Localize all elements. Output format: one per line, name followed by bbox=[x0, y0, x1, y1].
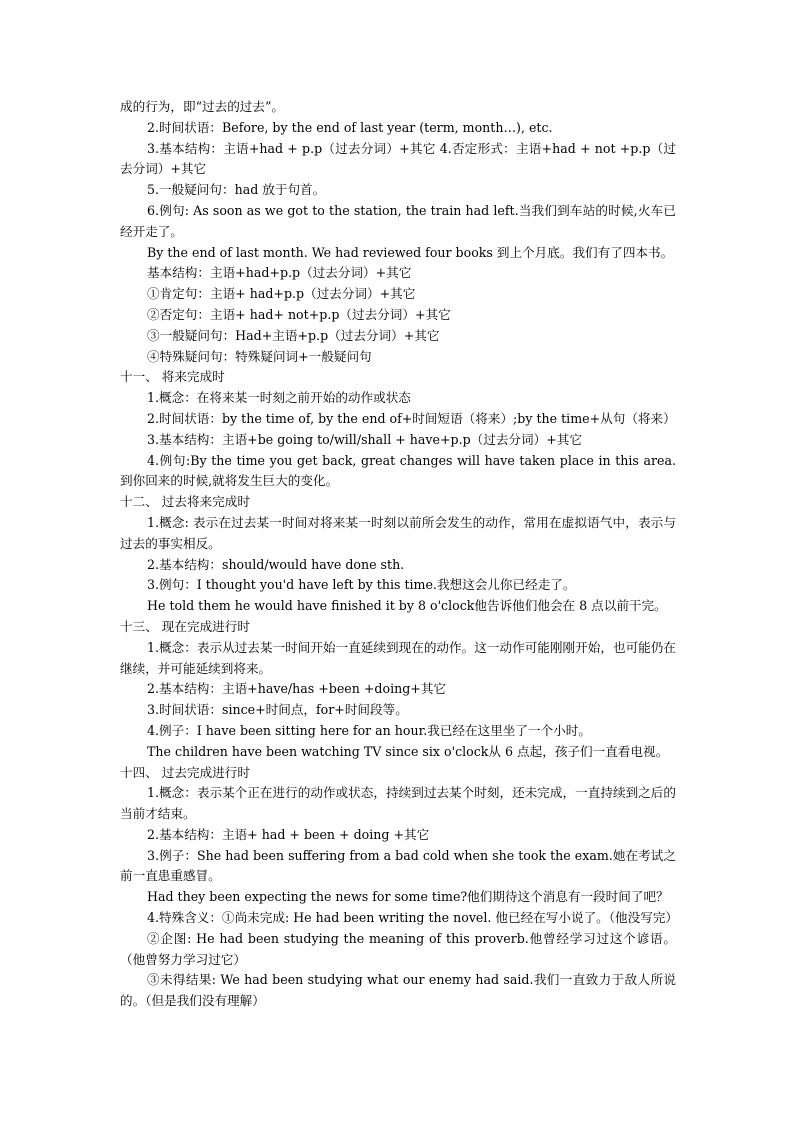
text-line: 2.基本结构：主语+ had + been + doing +其它 bbox=[147, 826, 430, 842]
document-page bbox=[120, 97, 679, 1012]
text-line: Had they been expecting the news for some time?他们期待这个消息有一段时间了吧？ bbox=[147, 889, 669, 905]
text-line: ②否定句：主语+ had+ not+p.p（过去分词）+其它 bbox=[147, 306, 451, 322]
text-line: 6.例句: As soon as we got to the station, the train had left.当我们到车站的时候,火车已经开走了。 bbox=[120, 202, 676, 239]
text-line: ④特殊疑问句：特殊疑问词+一般疑问句 bbox=[147, 348, 372, 364]
text-line: 2.时间状语：by the time of, by the end of+时间短语（将来）;by the time+从句（将来） bbox=[147, 410, 676, 426]
section-heading: 十四、 过去完成进行时 bbox=[120, 764, 250, 780]
text-line: 5.一般疑问句：had 放于句首。 bbox=[147, 182, 326, 198]
section-heading: 十一、 将来完成时 bbox=[120, 369, 225, 385]
text-line: 基本结构：主语+had+p.p（过去分词）+其它 bbox=[147, 265, 412, 281]
section-heading: 十二、 过去将来完成时 bbox=[120, 494, 250, 510]
text-line: 成的行为，即“过去的过去”。 bbox=[120, 99, 285, 114]
text-line: 4.特殊含义：①尚未完成: He had been writing the novel. 他已经在写小说了。（他没写完） bbox=[147, 910, 679, 926]
text-line: 3.例句：I thought you'd have left by this time.我想这会儿你已经走了。 bbox=[147, 577, 576, 593]
text-line: The children have been watching TV since six o'clock从 6 点起，孩子们一直看电视。 bbox=[147, 743, 669, 759]
text-line: 4.例句:By the time you get back, great changes will have taken place in this area.到你回来的时候,就将发生巨大的变化。 bbox=[120, 452, 676, 489]
text-line: By the end of last month. We had reviewed four books 到上个月底。我们有了四本书。 bbox=[147, 244, 674, 260]
text-line: ①肯定句：主语+ had+p.p（过去分词）+其它 bbox=[147, 286, 416, 302]
text-line: ③未得结果: We had been studying what our enemy had said.我们一直致力于敌人所说的。（但是我们没有理解） bbox=[120, 972, 676, 1009]
text-line: 1.概念：在将来某一时刻之前开始的动作或状态 bbox=[147, 390, 411, 406]
text-line: 3.时间状语：since+时间点，for+时间段等。 bbox=[147, 702, 408, 718]
text-line: ②企图: He had been studying the meaning of this proverb.他曾经学习过这个谚语。（他曾努力学习过它） bbox=[120, 930, 676, 967]
text-line: 4.例子：I have been sitting here for an hour.我已经在这里坐了一个小时。 bbox=[147, 722, 591, 738]
text-line: 1.概念: 表示在过去某一时间对将来某一时刻以前所会发生的动作，常用在虚拟语气中，表示与过去的事实相反。 bbox=[120, 514, 676, 551]
text-line: 1.概念：表示某个正在进行的动作或状态，持续到过去某个时刻，还未完成，一直持续到之后的当前才结束。 bbox=[120, 785, 676, 822]
text-line: ③一般疑问句：Had+主语+p.p（过去分词）+其它 bbox=[147, 327, 440, 343]
text-line: 2.时间状语：Before, by the end of last year (term, month…), etc. bbox=[147, 119, 553, 135]
text-line: 3.基本结构：主语+be going to/will/shall + have+p.p（过去分词）+其它 bbox=[147, 431, 582, 447]
text-line: 3.基本结构：主语+had + p.p（过去分词）+其它 4.否定形式：主语+had + not +p.p（过去分词）+其它 bbox=[120, 140, 676, 177]
text-line: 2.基本结构：主语+have/has +been +doing+其它 bbox=[147, 681, 447, 697]
text-line: 1.概念：表示从过去某一时间开始一直延续到现在的动作。这一动作可能刚刚开始，也可能仍在继续，并可能延续到将来。 bbox=[120, 639, 676, 676]
text-line: He told them he would have finished it by 8 o'clock他告诉他们他会在 8 点以前干完。 bbox=[147, 598, 667, 614]
section-heading: 十三、 现在完成进行时 bbox=[120, 618, 250, 634]
text-line: 3.例子：She had been suffering from a bad cold when she took the exam.她在考试之前一直患重感冒。 bbox=[120, 847, 676, 884]
text-line: 2.基本结构：should/would have done sth. bbox=[147, 556, 405, 572]
